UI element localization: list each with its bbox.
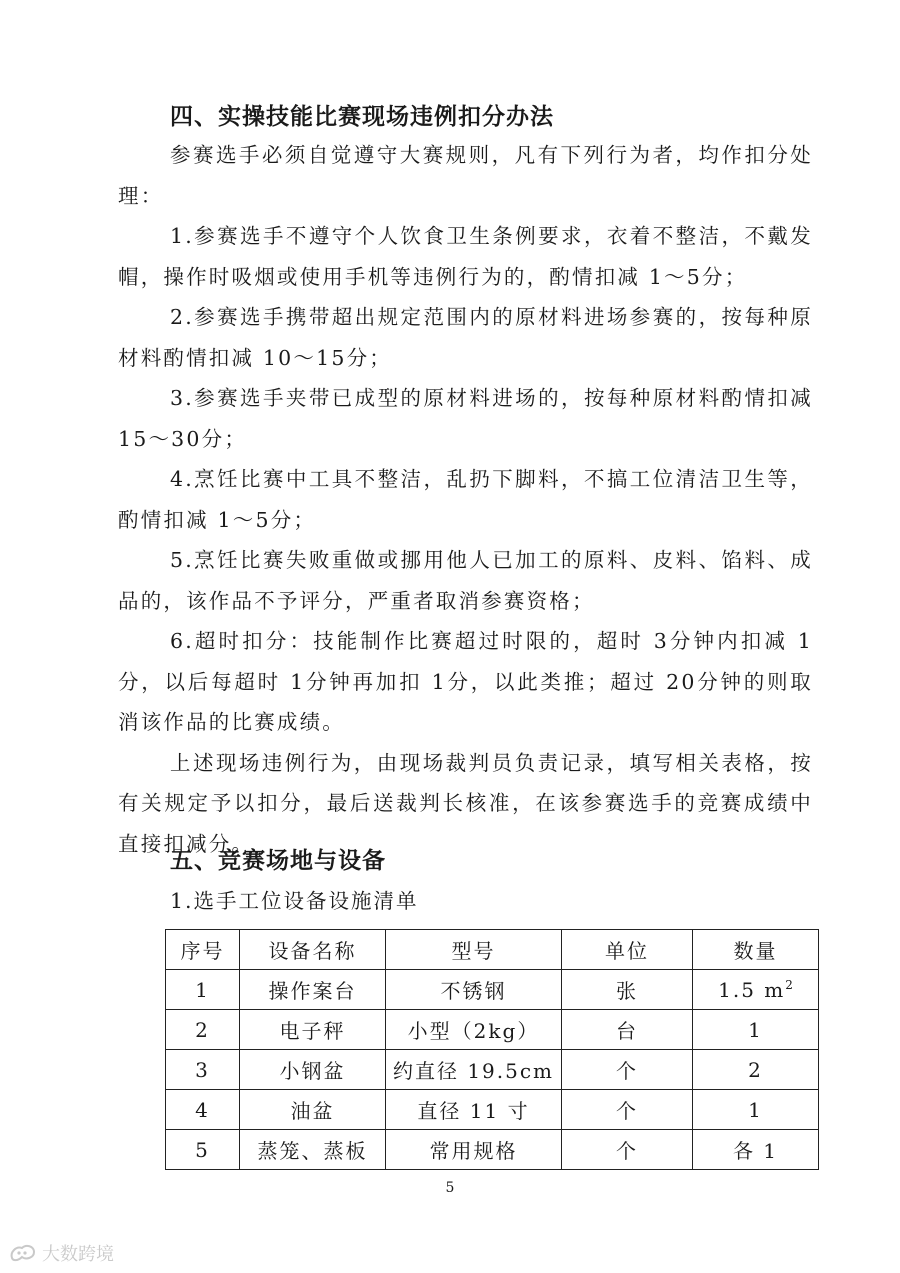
cell-index: 1 [166, 970, 240, 1010]
cell-name: 油盆 [240, 1090, 386, 1130]
cell-unit: 台 [562, 1010, 693, 1050]
cell-model: 直径 11 寸 [386, 1090, 562, 1130]
paragraph-rule-1: 1.参赛选手不遵守个人饮食卫生条例要求，衣着不整洁，不戴发帽，操作时吸烟或使用手机等违例行为的，酌情扣减 1～5分； [118, 224, 813, 289]
cell-quantity: 各 1 [693, 1130, 819, 1170]
watermark-logo-icon [8, 1242, 38, 1264]
cell-quantity: 1 [693, 1010, 819, 1050]
cell-model: 约直径 19.5cm [386, 1050, 562, 1090]
cell-name: 操作案台 [240, 970, 386, 1010]
cell-quantity: 1 [693, 1090, 819, 1130]
cell-model: 常用规格 [386, 1130, 562, 1170]
paragraph-rule-3: 3.参赛选手夹带已成型的原材料进场的，按每种原材料酌情扣减 15～30分； [118, 386, 813, 451]
cell-model: 不锈钢 [386, 970, 562, 1010]
header-equipment-name: 设备名称 [240, 930, 386, 970]
cell-unit: 张 [562, 970, 693, 1010]
cell-quantity [693, 970, 819, 1010]
watermark [8, 1240, 114, 1266]
table-row [166, 1050, 819, 1090]
paragraph-rule-4: 4.烹饪比赛中工具不整洁，乱扔下脚料，不搞工位清洁卫生等，酌情扣减 1～5分； [118, 467, 813, 532]
section-heading-4: 四、实操技能比赛现场违例扣分办法 [170, 104, 554, 130]
cell-model: 小型（2kg） [386, 1010, 562, 1050]
header-unit: 单位 [562, 930, 693, 970]
table-header-row [166, 930, 819, 970]
equipment-table [165, 929, 819, 1170]
cell-unit: 个 [562, 1090, 693, 1130]
cell-index: 4 [166, 1090, 240, 1130]
header-model: 型号 [386, 930, 562, 970]
quantity-value: 1.5 m [718, 977, 786, 1002]
table-row [166, 1090, 819, 1130]
cell-index: 3 [166, 1050, 240, 1090]
page-number: 5 [445, 1180, 455, 1196]
cell-index: 2 [166, 1010, 240, 1050]
table-row [166, 970, 819, 1010]
cell-name: 蒸笼、蒸板 [240, 1130, 386, 1170]
equipment-list-subheading: 1.选手工位设备设施清单 [170, 889, 419, 913]
table-row [166, 1010, 819, 1050]
paragraph-rule-6: 6.超时扣分：技能制作比赛超过时限的，超时 3分钟内扣减 1分，以后每超时 1分钟再加扣 1分，以此类推；超过 20分钟的则取消该作品的比赛成绩。 [118, 629, 813, 734]
cell-name: 小钢盆 [240, 1050, 386, 1090]
cell-index: 5 [166, 1130, 240, 1170]
watermark-text: 大数跨境 [42, 1244, 114, 1265]
paragraph-intro: 参赛选手必须自觉遵守大赛规则，凡有下列行为者，均作扣分处理： [118, 143, 813, 208]
header-index: 序号 [166, 930, 240, 970]
cell-unit: 个 [562, 1130, 693, 1170]
table-row [166, 1130, 819, 1170]
paragraph-rule-5: 5.烹饪比赛失败重做或挪用他人已加工的原料、皮料、馅料、成品的，该作品不予评分，严重者取消参赛资格； [118, 548, 813, 613]
cell-quantity: 2 [693, 1050, 819, 1090]
section-4-body [118, 135, 813, 864]
cell-unit: 个 [562, 1050, 693, 1090]
paragraph-closing: 上述现场违例行为，由现场裁判员负责记录，填写相关表格，按有关规定予以扣分，最后送裁判长核准，在该参赛选手的竞赛成绩中直接扣减分。 [118, 750, 813, 856]
section-heading-5: 五、竞赛场地与设备 [170, 848, 386, 874]
header-quantity: 数量 [693, 930, 819, 970]
area-unit-superscript: 2 [785, 977, 793, 992]
cell-name: 电子秤 [240, 1010, 386, 1050]
paragraph-rule-2: 2.参赛选手携带超出规定范围内的原材料进场参赛的，按每种原材料酌情扣减 10～15分； [118, 305, 813, 370]
